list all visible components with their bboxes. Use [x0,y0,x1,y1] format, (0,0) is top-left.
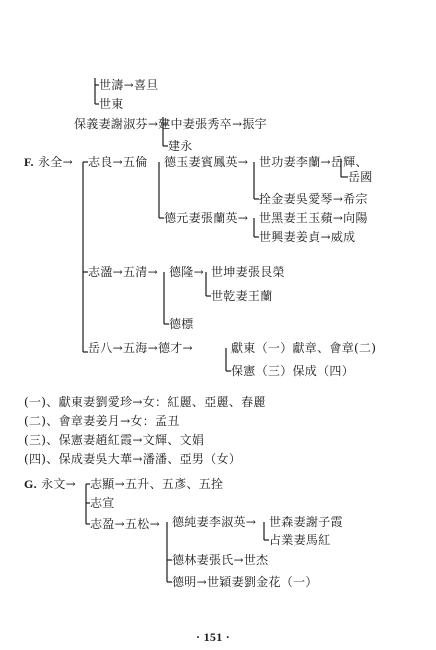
zhiying-g-line: 志盈→五松→ [90,517,160,531]
baoxian-line: 保憲（三）保成（四） [231,364,355,378]
deyuan-line: 德元妻張蘭英→ [164,211,249,225]
shihei-line: 世黑妻王玉蘋→向陽 [259,211,368,225]
yueba-line: 岳八→五海→德才→ [88,341,193,355]
zhiliang-line: 志良→五倫 [88,155,148,169]
yueguo-entry: 岳國 [348,170,373,184]
page-number: · 151 · [196,630,231,644]
xiandong-line: 獻東（一）獻章、會章(二) [231,341,377,355]
branch-g-root: G. 永文→ [24,477,77,491]
note-4: (四)、保成妻吳大華→潘潘、亞男（女） [24,452,242,466]
deming-line: 德明→世穎妻劉金花（一） [172,575,318,589]
debiao-entry: 德標 [169,317,194,331]
shigong-line: 世功妻李蘭→岳輝、 [259,155,368,169]
shiqian-entry: 世乾妻王蘭 [211,289,273,303]
note-2: (二)、會章妻姜月→女：孟丑 [24,414,180,428]
note-3: (三)、保憲妻趙紅霞→文輝、文娟 [24,433,205,447]
deyu-line: 德玉妻賓鳳英→ [164,155,249,169]
shuanjin-line: 拴金妻吳愛琴→希宗 [259,192,368,206]
shikun-entry: 世坤妻張艮榮 [211,265,285,279]
zhixuan-entry: 志宣 [90,496,115,510]
branch-f-root: F. 永全→ [24,155,73,169]
zhixian-line: 志顯→五升、五彥、五拴 [90,477,224,491]
zhiying-line: 志溋→五清→ [88,265,158,279]
delin-line: 德林妻張氏→世杰 [172,553,269,567]
note-1: (一)、獻東妻劉愛珍→女：紅麗、亞麗、春麗 [24,395,266,409]
shixing-line: 世興妻姜貞→威成 [259,230,356,244]
shitao-line: 世濤→喜旦 [99,78,159,92]
baoyi-line: 保義妻謝淑芬→建中妻張秀卒→振宇 [74,117,267,131]
jianyong-entry: 建永 [168,139,193,153]
shidong-entry: 世東 [99,97,124,111]
dechun-line: 德純妻李淑英→ [172,515,257,529]
shisen-entry: 世森妻謝子霞 [269,515,343,529]
delong-line: 德隆→ [169,265,204,279]
zhanye-entry: 占業妻馬紅 [269,533,331,547]
